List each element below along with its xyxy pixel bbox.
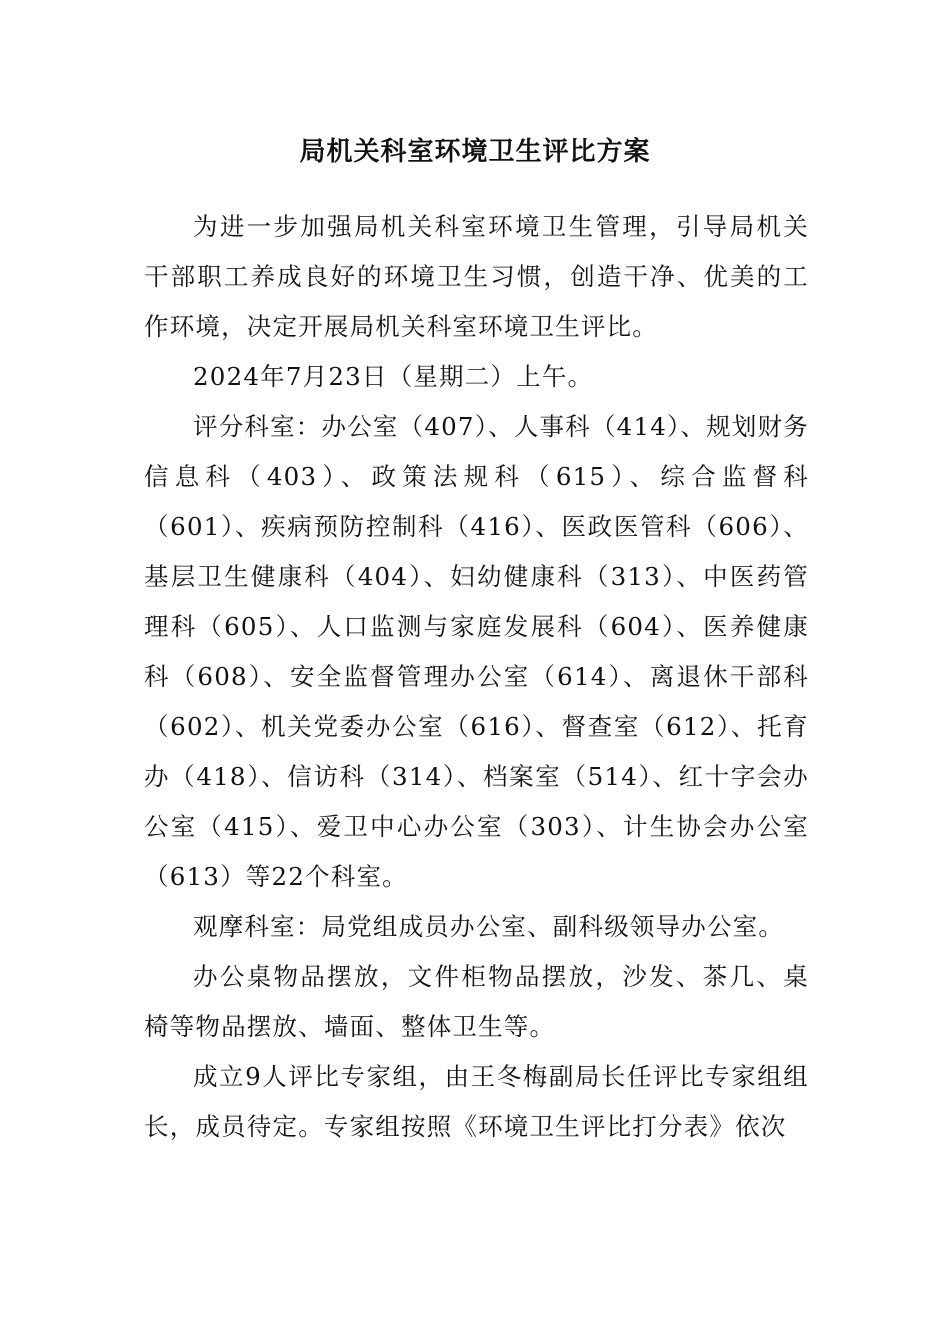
paragraph-observed-departments: 观摩科室：局党组成员办公室、副科级领导办公室。 — [193, 912, 785, 941]
paragraph-criteria: 办公桌物品摆放，文件柜物品摆放，沙发、茶几、桌椅等物品摆放、墙面、整体卫生等。 — [144, 962, 809, 1041]
paragraph-expert-group: 成立9人评比专家组，由王冬梅副局长任评比专家组组长，成员待定。专家组按照《环境卫生评比打分表》依次 — [144, 1062, 809, 1141]
paragraph-time: 2024年7月23日（星期二）上午。 — [193, 362, 594, 391]
document-title: 局机关科室环境卫生评比方案 — [299, 137, 651, 167]
paragraph-scored-departments: 评分科室：办公室（407）、人事科（414）、规划财务信息科（403）、政策法规科（615）、综合监督科（601）、疾病预防控制科（416）、医政医管科（606）、基层卫生健康科（404）、妇幼健康科（313）、中医药管理科（605）、人口监测与家庭发展科（604）、医养健康科（608）、安全监督管理办公室（614）、离退休干部科（602）、机关党委办公室（616）、督查室（612）、托育办（418）、信访科（314）、档案室（514）、红十字会办公室（415）、爱卫中心办公室（303）、计生协会办公室（613）等22个科室。 — [144, 412, 809, 891]
document-body — [144, 202, 809, 1152]
paragraph-purpose: 为进一步加强局机关科室环境卫生管理，引导局机关干部职工养成良好的环境卫生习惯，创造干净、优美的工作环境，决定开展局机关科室环境卫生评比。 — [144, 212, 809, 341]
